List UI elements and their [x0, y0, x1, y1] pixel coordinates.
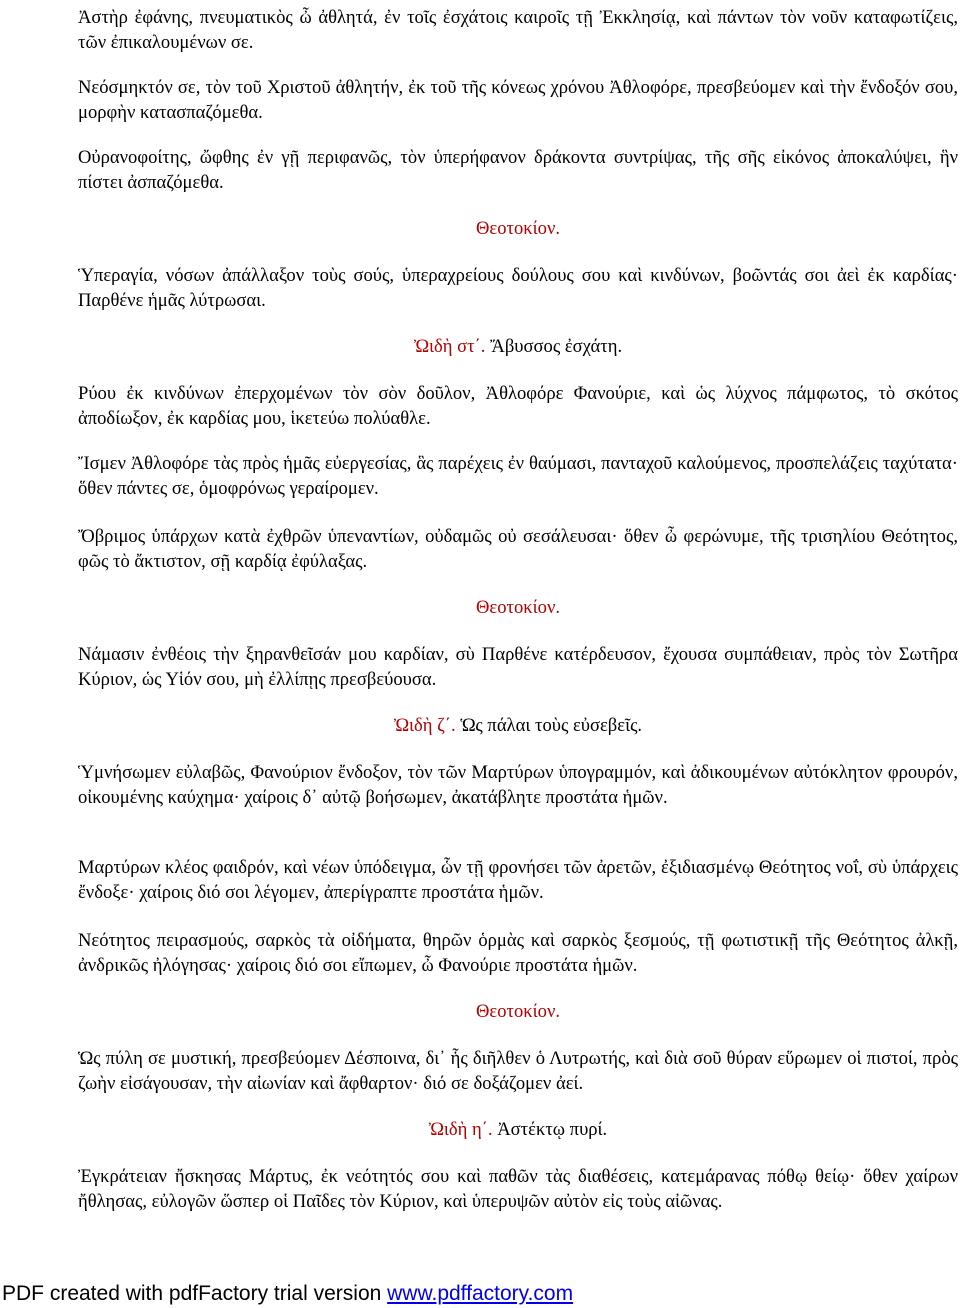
paragraph: Οὐρανοφοίτης, ὤφθης ἐν γῇ περιφανῶς, τὸν ὑπερήφανον δράκοντα συντρίψας, τῆς σῆς εἰκόνος ἀποκαλύψει, ἣν πίστει ἀσπαζόμεθα.	[78, 147, 958, 193]
pdf-footer	[2, 1281, 573, 1307]
paragraph: Ἐγκράτειαν ἤσκησας Μάρτυς, ἐκ νεότητός σου καὶ παθῶν τὰς διαθέσεις, κατεμάρανας πόθῳ θείῳ· ὅθεν χαίρων ἤθλησας, εὐλογῶν ὥσπερ οἱ Παῖδες τὸν Κύριον, καὶ ὑπερυψῶν αὐτὸν εἰς τοὺς αἰῶνας.	[78, 1166, 958, 1212]
paragraph: Νεόσμηκτόν σε, τὸν τοῦ Χριστοῦ ἀθλητήν, ἐκ τοῦ τῆς κόνεως χρόνου Ἀθλοφόρε, πρεσβεύομεν καὶ τὴν ἔνδοξόν σου, μορφὴν κατασπαζόμεθα.	[78, 77, 958, 123]
rubric-label: Θεοτοκίον.	[475, 597, 561, 618]
rubric-label: Ὠιδὴ στ΄.	[413, 336, 486, 357]
footer-link[interactable]: www.pdffactory.com	[387, 1282, 574, 1305]
paragraph: Μαρτύρων κλέος φαιδρόν, καὶ νέων ὑπόδειγμα, ὧν τῇ φρονήσει τῶν ἀρετῶν, ἐξιδιασμένῳ Θεότητος νοΐ, σὺ ὑπάρχεις ἔνδοξε· χαίροις διό σοι λέγομεν, ἀπερίγραπτε προστάτα ἡμῶν.	[78, 857, 958, 903]
paragraph: Ἀστὴρ ἐφάνης, πνευματικὸς ὦ ἀθλητά, ἐν τοῖς ἐσχάτοις καιροῖς τῇ Ἐκκλησίᾳ, καὶ πάντων τὸν νοῦν καταφωτίζεις, τῶν ἐπικαλουμένων σε.	[78, 7, 958, 53]
paragraph: Ὑμνήσωμεν εὐλαβῶς, Φανούριον ἔνδοξον, τὸν τῶν Μαρτύρων ὑπογραμμόν, καὶ ἀδικουμένων αὐτόκλητον φρουρόν, οἰκουμένης καύχημα· χαίροις δ᾽ αὐτῷ βοήσωμεν, ἀκατάβλητε προστάτα ἡμῶν.	[78, 762, 958, 808]
footer-text: PDF created with pdfFactory trial version	[2, 1282, 388, 1305]
rubric-heading	[78, 335, 958, 360]
rubric-heading	[78, 217, 958, 242]
paragraph: Ρύου ἐκ κινδύνων ἐπερχομένων τὸν σὸν δοῦλον, Ἀθλοφόρε Φανούριε, καὶ ὡς λύχνος πάμφωτος, τὸ σκότος ἀποδίωξον, ἐκ καρδίας μου, ἱκετεύω πολύαθλε.	[78, 383, 958, 429]
rubric-heading	[78, 714, 958, 739]
paragraph: Ἴσμεν Ἀθλοφόρε τὰς πρὸς ἡμᾶς εὐεργεσίας, ἃς παρέχεις ἐν θαύμασι, πανταχοῦ καλούμενος, προσπελάζεις ταχύτατα· ὅθεν πάντες σε, ὁμοφρόνως γεραίρομεν.	[78, 453, 958, 499]
rubric-label: Ὠιδὴ ζ΄.	[393, 715, 456, 736]
rubric-heading	[78, 1000, 958, 1025]
rubric-tone: Ἀστέκτῳ πυρί.	[492, 1119, 608, 1140]
rubric-heading	[78, 596, 958, 621]
paragraph: Ὄβριμος ὑπάρχων κατὰ ἐχθρῶν ὑπεναντίων, οὐδαμῶς οὐ σεσάλευσαι· ὅθεν ὦ φερώνυμε, τῆς τρισηλίου Θεότητος, φῶς τὸ ἄκτιστον, σῇ καρδίᾳ ἐφύλαξας.	[78, 526, 958, 572]
paragraph: Νάμασιν ἐνθέοις τὴν ξηρανθεῖσάν μου καρδίαν, σὺ Παρθένε κατέρδευσον, ἔχουσα συμπάθειαν, πρὸς τὸν Σωτῆρα Κύριον, ὡς Υἱόν σου, μὴ ἐλλίπῃς πρεσβεύουσα.	[78, 644, 958, 690]
rubric-label: Θεοτοκίον.	[475, 1001, 561, 1022]
rubric-label: Ὠιδὴ η΄.	[428, 1119, 493, 1140]
rubric-label: Θεοτοκίον.	[475, 218, 561, 239]
paragraph: Νεότητος πειρασμούς, σαρκὸς τὰ οἰδήματα, θηρῶν ὁρμὰς καὶ σαρκὸς ξεσμούς, τῇ φωτιστικῇ τῆς Θεότητος ἀλκῇ, ἀνδρικῶς ἠλόγησας· χαίροις διό σοι εἴπωμεν, ὦ Φανούριε προστάτα ἡμῶν.	[78, 930, 958, 976]
paragraph: Ὑπεραγία, νόσων ἀπάλλαξον τοὺς σούς, ὑπεραχρείους δούλους σου καὶ κινδύνων, βοῶντάς σοι ἀεὶ ἐκ καρδίας· Παρθένε ἡμᾶς λύτρωσαι.	[78, 265, 958, 311]
rubric-tone: Ὡς πάλαι τοὺς εὐσεβεῖς.	[455, 715, 643, 736]
rubric-heading	[78, 1118, 958, 1143]
paragraph: Ὡς πύλη σε μυστική, πρεσβεύομεν Δέσποινα, δι᾽ ἧς διῆλθεν ὁ Λυτρωτής, καὶ διὰ σοῦ θύραν εὕρωμεν οἱ πιστοί, πρὸς ζωὴν εἰσάγουσαν, τὴν αἰωνίαν καὶ ἄφθαρτον· διό σε δοξάζομεν ἀεί.	[78, 1048, 958, 1094]
rubric-tone: Ἄβυσσος ἐσχάτη.	[485, 336, 623, 357]
